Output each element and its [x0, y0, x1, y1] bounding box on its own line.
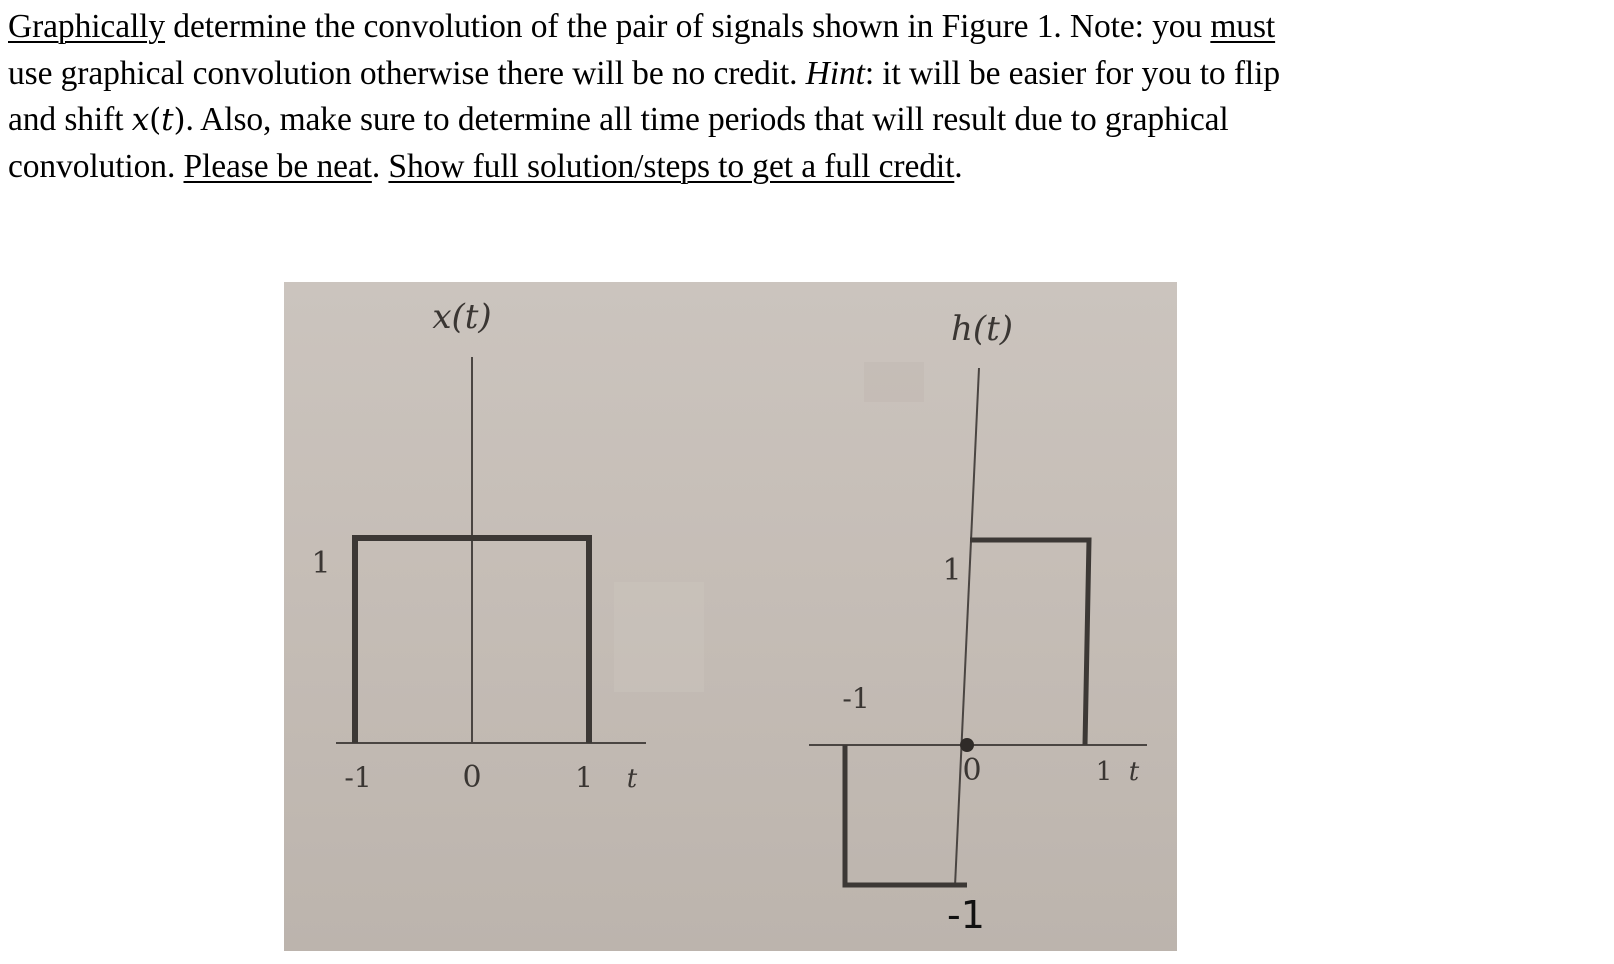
emphasis-graphically: Graphically — [8, 8, 166, 45]
x-amplitude-label: 1 — [311, 546, 331, 581]
problem-line-1 — [8, 4, 1488, 51]
problem-text-segment: use graphical convolution otherwise there will be no credit. — [8, 54, 806, 92]
paper-shading — [864, 362, 924, 402]
h-handwritten-neg-amplitude: -1 — [947, 893, 985, 937]
problem-text-segment: convolution. — [8, 147, 184, 185]
problem-line-4 — [8, 144, 1488, 191]
problem-statement — [8, 4, 1488, 190]
paper-shading — [614, 582, 704, 692]
h-neg-tick-label: -1 — [842, 682, 870, 715]
problem-text-segment: . — [954, 147, 963, 185]
problem-text-segment: . Also, make sure to determine all time periods that will result due to graphical — [185, 101, 1229, 138]
problem-line-2 — [8, 51, 1488, 98]
math-t: t — [161, 102, 174, 138]
h-tick-label: 1 — [1095, 757, 1113, 787]
h-amplitude-label: 1 — [942, 553, 962, 588]
x-title: x(t) — [432, 297, 492, 337]
emphasis-full-solution: Show full solution/steps to get a full credit — [388, 147, 955, 185]
emphasis-must: must — [1210, 8, 1276, 45]
x-tick-label: 0 — [462, 760, 482, 795]
signals-figure — [284, 282, 1177, 951]
h-title: h(t) — [950, 309, 1014, 349]
h-origin-dot — [960, 738, 974, 752]
math-paren-close: ) — [173, 102, 186, 138]
problem-line-3 — [8, 97, 1488, 144]
math-paren-open: ( — [149, 102, 162, 138]
problem-text-segment: . — [371, 147, 389, 185]
h-axis-label: t — [1128, 757, 1140, 787]
h-positive-pulse — [970, 540, 1089, 745]
x-axis-label: t — [626, 764, 638, 794]
x-tick-label: 1 — [575, 761, 593, 794]
h-negative-pulse — [845, 745, 967, 885]
figure-1-photo — [284, 282, 1177, 951]
h-vertical-axis — [955, 368, 982, 886]
problem-text-segment: determine the convolution of the pair of signals shown in Figure 1. Note: you — [165, 8, 1211, 45]
math-x: x — [131, 102, 150, 138]
h-signal-plot — [809, 309, 1147, 937]
problem-text-segment: and shift — [8, 101, 132, 138]
x-signal-plot — [311, 297, 646, 795]
h-tick-label: 0 — [962, 753, 982, 788]
emphasis-neat: Please be neat — [183, 147, 372, 185]
problem-text-segment: : it will be easier for you to flip — [864, 54, 1280, 92]
hint-label: Hint — [805, 54, 865, 92]
x-tick-label: -1 — [344, 761, 372, 794]
